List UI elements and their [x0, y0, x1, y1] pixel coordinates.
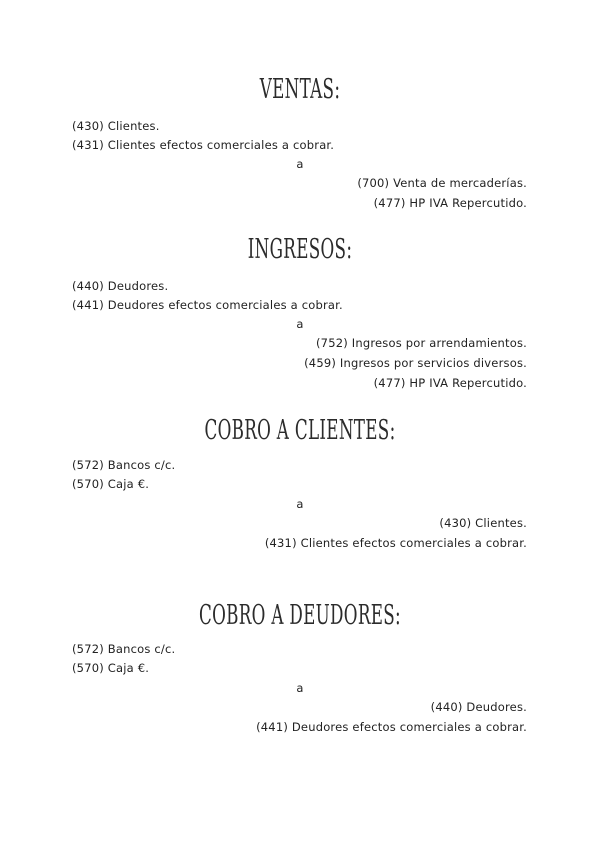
debit-entry: (440) Deudores.: [72, 279, 169, 293]
debit-entry: (570) Caja €.: [72, 661, 150, 675]
credit-entry: (430) Clientes.: [439, 516, 527, 530]
credit-entry: (477) HP IVA Repercutido.: [373, 376, 527, 390]
debit-entry: (441) Deudores efectos comerciales a cobrar.: [72, 298, 343, 312]
debit-entry: (430) Clientes.: [72, 119, 160, 133]
connector-a: a: [296, 681, 304, 695]
debit-entry: (572) Bancos c/c.: [72, 458, 176, 472]
credit-entry: (752) Ingresos por arrendamientos.: [315, 336, 527, 350]
debit-entry: (570) Caja €.: [72, 477, 150, 491]
credit-entry: (477) HP IVA Repercutido.: [373, 196, 527, 210]
connector-a: a: [296, 157, 304, 171]
credit-entry: (700) Venta de mercaderías.: [357, 176, 527, 190]
connector-a: a: [296, 317, 304, 331]
section-title-cobro-deudores: COBRO A DEUDORES:: [198, 600, 401, 631]
section-title-cobro-clientes: COBRO A CLIENTES:: [204, 415, 396, 446]
connector-a: a: [296, 497, 304, 511]
section-title-ventas: VENTAS:: [259, 74, 341, 105]
section-title-ingresos: INGRESOS:: [247, 234, 353, 265]
credit-entry: (459) Ingresos por servicios diversos.: [304, 356, 527, 370]
debit-entry: (572) Bancos c/c.: [72, 642, 176, 656]
debit-entry: (431) Clientes efectos comerciales a cobrar.: [72, 138, 335, 152]
credit-entry: (440) Deudores.: [430, 700, 527, 714]
credit-entry: (431) Clientes efectos comerciales a cobrar.: [264, 536, 527, 550]
credit-entry: (441) Deudores efectos comerciales a cobrar.: [256, 720, 527, 734]
